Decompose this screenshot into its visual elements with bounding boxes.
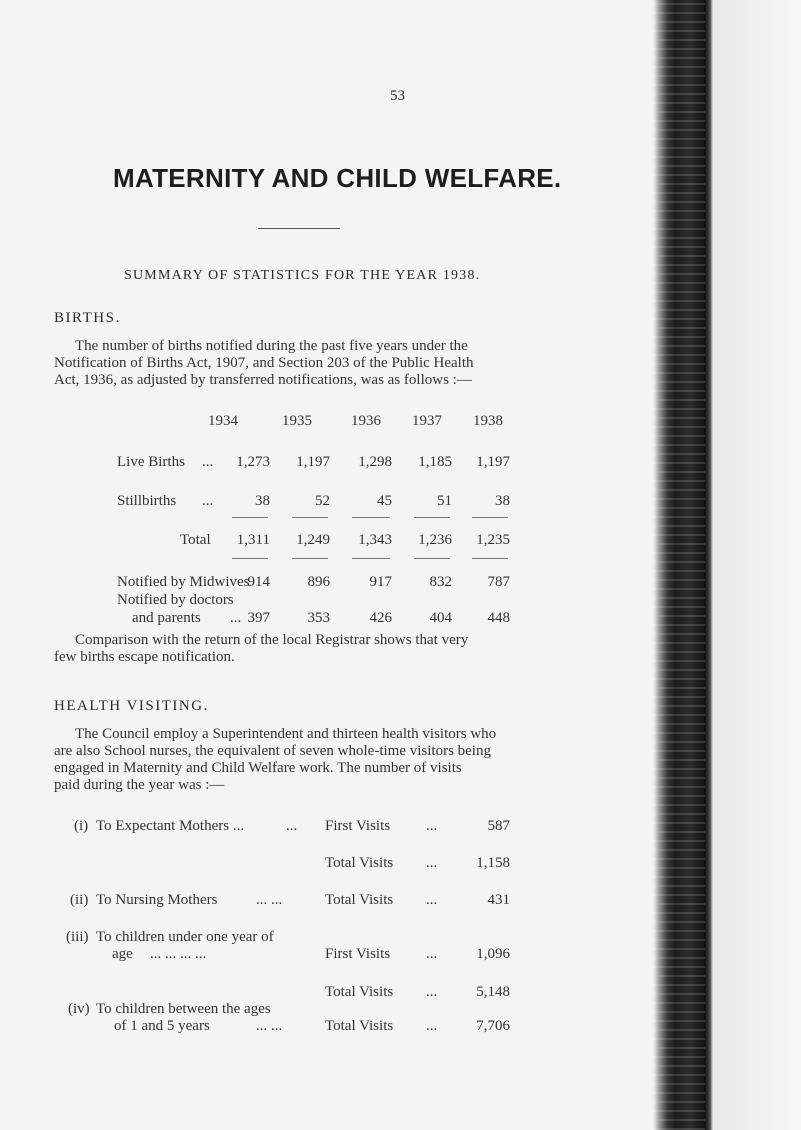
row-dots: ... — [230, 610, 242, 626]
visit-type: Total Visits — [325, 892, 394, 908]
divider — [414, 517, 450, 518]
title-divider — [258, 228, 340, 229]
table-cell: 52 — [315, 493, 330, 509]
row-label-notified-midwives: Notified by Midwives — [117, 574, 250, 590]
page-title: MATERNITY AND CHILD WELFARE. — [113, 163, 562, 193]
table-cell: 896 — [307, 574, 330, 590]
item-number: (ii) — [70, 892, 89, 908]
item-label-cont: of 1 and 5 years — [114, 1018, 210, 1034]
item-dots: ... — [286, 818, 298, 834]
item-dots: ... ... — [256, 1018, 283, 1034]
births-intro-line-2: Notification of Births Act, 1907, and Section 203 of the Public Health — [54, 355, 474, 371]
year-header: 1937 — [412, 413, 442, 429]
table-cell: 38 — [255, 493, 270, 509]
visit-type: Total Visits — [325, 1018, 394, 1034]
year-header: 1936 — [351, 413, 381, 429]
item-label: To Nursing Mothers — [96, 892, 218, 908]
divider — [232, 517, 268, 518]
table-cell: 1,197 — [476, 454, 510, 470]
book-binding-edge — [645, 0, 801, 1130]
row-label-total: Total — [180, 532, 211, 548]
visit-count: 5,148 — [476, 984, 510, 1000]
row-dots: ... — [202, 454, 214, 470]
births-heading: BIRTHS. — [54, 310, 121, 326]
table-cell: 51 — [437, 493, 452, 509]
row-label-stillbirths: Stillbirths — [117, 493, 177, 509]
row-label-live-births: Live Births — [117, 454, 185, 470]
table-cell: 1,236 — [418, 532, 452, 548]
visit-dots: ... — [426, 855, 438, 871]
table-cell: 353 — [307, 610, 330, 626]
item-number: (i) — [74, 818, 89, 834]
table-cell: 38 — [495, 493, 510, 509]
table-cell: 1,311 — [236, 532, 270, 548]
item-dots: ... ... ... ... — [150, 946, 207, 962]
divider — [472, 517, 508, 518]
table-cell: 426 — [369, 610, 392, 626]
table-cell: 1,197 — [296, 454, 330, 470]
table-cell: 1,298 — [358, 454, 392, 470]
visit-dots: ... — [426, 946, 438, 962]
divider — [352, 558, 390, 559]
health-visiting-heading: HEALTH VISITING. — [54, 698, 209, 714]
row-dots: ... — [202, 493, 214, 509]
row-label-notified-doctors-cont: and parents — [132, 610, 201, 626]
visit-count: 7,706 — [476, 1018, 510, 1034]
divider — [232, 558, 268, 559]
visit-dots: ... — [426, 1018, 438, 1034]
hv-intro-line-2: are also School nurses, the equivalent of seven whole-time visitors being — [54, 743, 491, 759]
item-label: To Expectant Mothers ... — [96, 818, 245, 834]
hv-intro-line-1: The Council employ a Superintendent and thirteen health visitors who — [75, 726, 497, 742]
item-label-cont: age — [112, 946, 133, 962]
visit-count: 1,158 — [476, 855, 510, 871]
visit-type: Total Visits — [325, 984, 394, 1000]
hv-intro-line-4: paid during the year was :— — [54, 777, 225, 793]
table-cell: 1,273 — [236, 454, 270, 470]
page-number: 53 — [390, 88, 405, 104]
subtitle: SUMMARY OF STATISTICS FOR THE YEAR 1938. — [124, 268, 481, 283]
visit-dots: ... — [426, 818, 438, 834]
visit-count: 587 — [487, 818, 510, 834]
divider — [352, 517, 390, 518]
divider — [414, 558, 450, 559]
divider — [292, 558, 328, 559]
divider — [292, 517, 328, 518]
visit-dots: ... — [426, 984, 438, 1000]
item-dots: ... ... — [256, 892, 283, 908]
table-cell: 404 — [429, 610, 452, 626]
table-cell: 787 — [487, 574, 510, 590]
visit-type: First Visits — [325, 946, 391, 962]
comparison-line-1: Comparison with the return of the local Registrar shows that very — [75, 632, 469, 648]
row-label-notified-doctors: Notified by doctors — [117, 592, 234, 608]
visit-type: First Visits — [325, 818, 391, 834]
visit-count: 431 — [487, 892, 510, 908]
item-label: To children between the ages — [96, 1001, 271, 1017]
item-label: To children under one year of — [96, 929, 274, 945]
visit-dots: ... — [426, 892, 438, 908]
table-cell: 914 — [247, 574, 270, 590]
table-cell: 1,235 — [476, 532, 510, 548]
table-cell: 448 — [487, 610, 510, 626]
divider — [472, 558, 508, 559]
table-cell: 1,185 — [418, 454, 452, 470]
table-cell: 45 — [377, 493, 392, 509]
year-header: 1934 — [208, 413, 238, 429]
births-intro-line-3: Act, 1936, as adjusted by transferred notifications, was as follows :— — [54, 372, 472, 388]
year-header: 1935 — [282, 413, 312, 429]
year-header: 1938 — [473, 413, 503, 429]
table-cell: 397 — [247, 610, 270, 626]
hv-intro-line-3: engaged in Maternity and Child Welfare work. The number of visits — [54, 760, 462, 776]
births-intro-line-1: The number of births notified during the past five years under the — [75, 338, 468, 354]
table-cell: 1,343 — [358, 532, 392, 548]
visit-count: 1,096 — [476, 946, 510, 962]
table-cell: 1,249 — [296, 532, 330, 548]
item-number: (iii) — [66, 929, 89, 945]
table-cell: 917 — [369, 574, 392, 590]
item-number: (iv) — [68, 1001, 90, 1017]
comparison-line-2: few births escape notification. — [54, 649, 235, 665]
table-cell: 832 — [429, 574, 452, 590]
visit-type: Total Visits — [325, 855, 394, 871]
